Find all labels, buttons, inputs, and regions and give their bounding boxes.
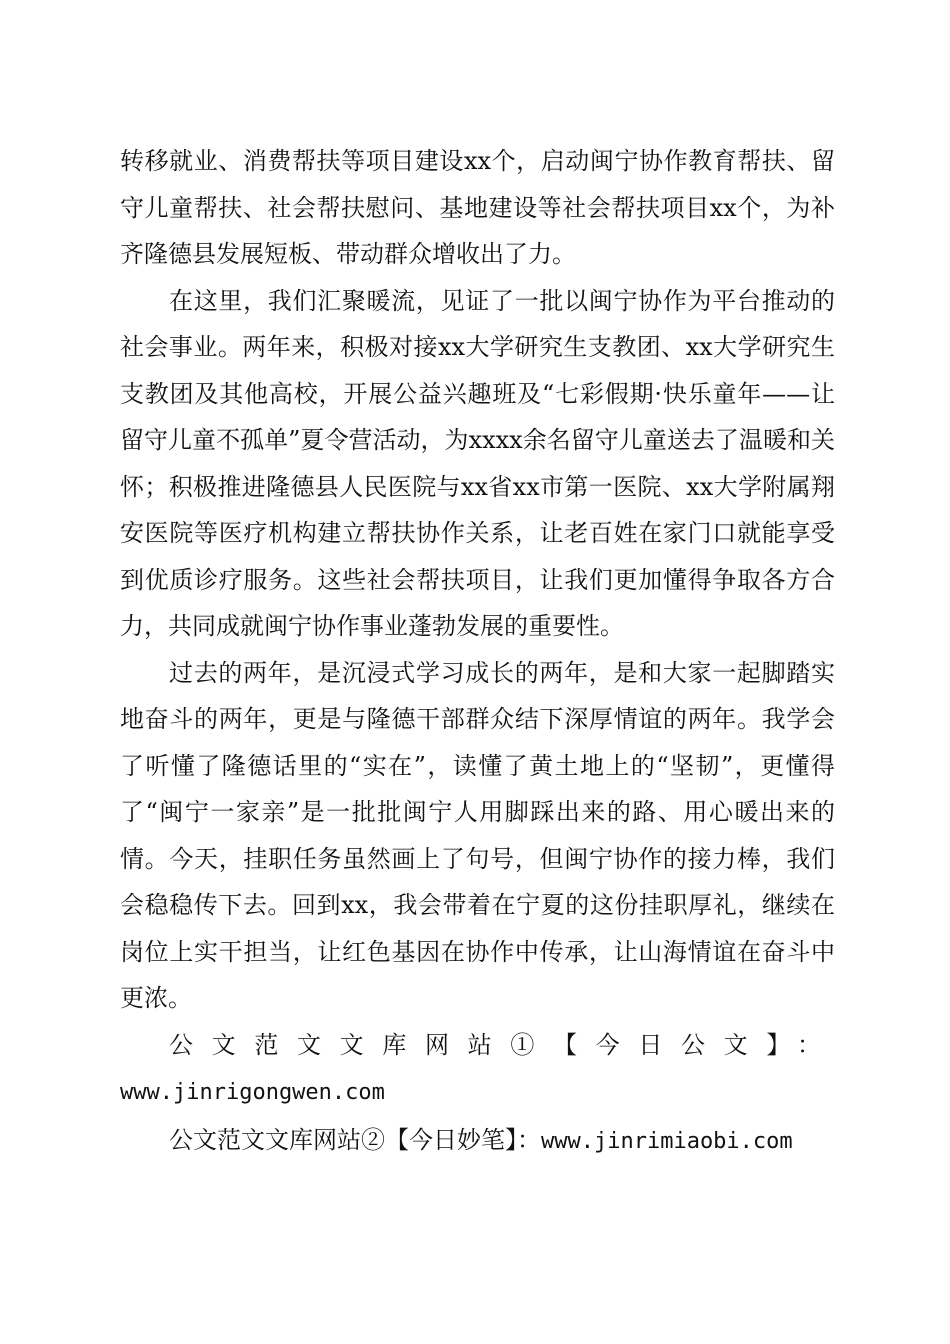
footer-site-1-label: 公文范文文库网站①【今日公文】： bbox=[169, 1030, 835, 1059]
paragraph-3: 过去的两年，是沉浸式学习成长的两年，是和大家一起脚踏实地奋斗的两年，更是与隆德干部群众结下深厚情谊的两年。我学会了听懂了隆德话里的“实在”，读懂了黄土地上的“坚韧”，更懂得了“闽宁一家亲”是一批批闽宁人用脚踩出来的路、用心暖出来的情。今天，挂职任务虽然画上了句号，但闽宁协作的接力棒，我们会稳稳传下去。回到xx，我会带着在宁夏的这份挂职厚礼，继续在岗位上实干担当，让红色基因在协作中传承，让山海情谊在奋斗中更浓。 bbox=[120, 658, 835, 1012]
footer-site-2-link[interactable]: www.jinrimiaobi.com bbox=[541, 1128, 793, 1154]
paragraph-1: 转移就业、消费帮扶等项目建设xx个，启动闽宁协作教育帮扶、留守儿童帮扶、社会帮扶慰问、基地建设等社会帮扶项目xx个，为补齐隆德县发展短板、带动群众增收出了力。 bbox=[120, 147, 835, 268]
footer-site-2-label: 公文范文文库网站②【今日妙笔】： bbox=[169, 1125, 541, 1154]
footer-site-1 bbox=[120, 1022, 835, 1117]
footer-site-2 bbox=[120, 1117, 835, 1166]
footer-site-1-link[interactable]: www.jinrigongwen.com bbox=[120, 1080, 385, 1105]
paragraph-2: 在这里，我们汇聚暖流，见证了一批以闽宁协作为平台推动的社会事业。两年来，积极对接xx大学研究生支教团、xx大学研究生支教团及其他高校，开展公益兴趣班及“七彩假期·快乐童年——让留守儿童不孤单”夏令营活动，为xxxx余名留守儿童送去了温暖和关怀；积极推进隆德县人民医院与xx省xx市第一医院、xx大学附属翔安医院等医疗机构建立帮扶协作关系，让老百姓在家门口就能享受到优质诊疗服务。这些社会帮扶项目，让我们更加懂得争取各方合力，共同成就闽宁协作事业蓬勃发展的重要性。 bbox=[120, 286, 835, 640]
document-page bbox=[120, 138, 835, 1165]
